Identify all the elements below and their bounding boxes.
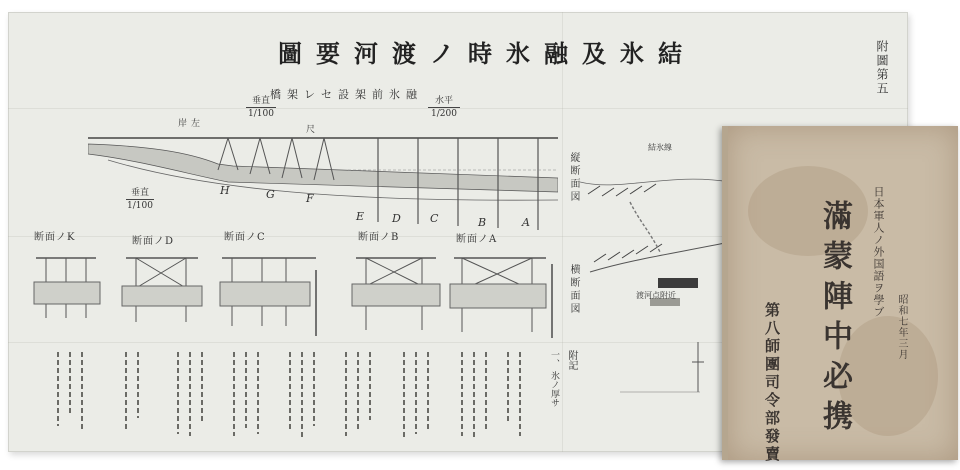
- book-date: 昭和七年三月: [896, 294, 907, 360]
- map-title: 結氷及融氷時ノ渡河要圖: [278, 39, 696, 68]
- cross-sections-drawing: [26, 240, 566, 340]
- profile-letter-d: D: [392, 212, 401, 225]
- profile-letter-f: F: [306, 192, 314, 205]
- cross-section-label: 横断面図: [568, 264, 579, 316]
- handbook-cover: [722, 126, 958, 464]
- profile-letter-c: C: [430, 212, 439, 225]
- section-title-d: 断面ノD: [132, 236, 175, 247]
- horizontal-scale-label: 水平: [434, 96, 453, 106]
- book-series-text: 日本軍人ノ外国語ヲ學ブ: [872, 186, 885, 318]
- longitudinal-profile-drawing: [88, 130, 558, 240]
- cross-section-a: [450, 258, 552, 338]
- notes-text-columns: [38, 346, 538, 446]
- plate-label: 附圖第五: [875, 40, 889, 96]
- vertical-scale-ratio-secondary: 1/100: [127, 201, 153, 211]
- profile-scale-label: 尺: [306, 125, 316, 135]
- plan-map-road-label: 渡河点附近: [636, 291, 676, 300]
- vertical-scale-label: 垂直: [251, 96, 270, 106]
- longitudinal-section-label: 縦断面図: [568, 152, 579, 204]
- notes-label: 附記: [566, 350, 577, 370]
- fold-line: [562, 12, 563, 452]
- notes-header: 一、 氷ノ厚サ: [549, 350, 559, 407]
- vertical-scale: [246, 96, 276, 119]
- book-title: 滿蒙陣中必携: [817, 200, 852, 440]
- cross-section-k: [34, 258, 100, 318]
- horizontal-scale-ratio: 1/200: [431, 109, 457, 119]
- map-subtitle: 融氷前架設セレ架橋: [270, 88, 423, 101]
- horizontal-scale: [428, 96, 460, 119]
- book-publisher: 第八師團司令部發賣: [763, 302, 781, 464]
- section-title-k: 断面ノK: [34, 232, 76, 243]
- profile-letter-h: H: [220, 184, 230, 197]
- cross-section-d: [122, 258, 202, 322]
- section-title-a: 断面ノA: [456, 234, 498, 245]
- section-title-b: 断面ノB: [358, 232, 400, 243]
- cross-section-b: [352, 258, 440, 330]
- profile-letter-g: G: [266, 188, 275, 201]
- plan-map-legend: 結氷線: [648, 143, 672, 152]
- profile-letter-b: B: [478, 216, 487, 229]
- profile-letter-a: A: [522, 216, 530, 229]
- vertical-scale-bar: [246, 107, 276, 108]
- cross-section-c: [220, 258, 316, 336]
- section-title-c: 断面ノC: [224, 232, 266, 243]
- bank-label: 左岸: [178, 119, 205, 129]
- vertical-scale-ratio: 1/100: [248, 109, 274, 119]
- profile-letter-e: E: [356, 210, 365, 223]
- vertical-scale-label-secondary: 垂直: [130, 188, 149, 198]
- horizontal-scale-bar: [428, 107, 460, 108]
